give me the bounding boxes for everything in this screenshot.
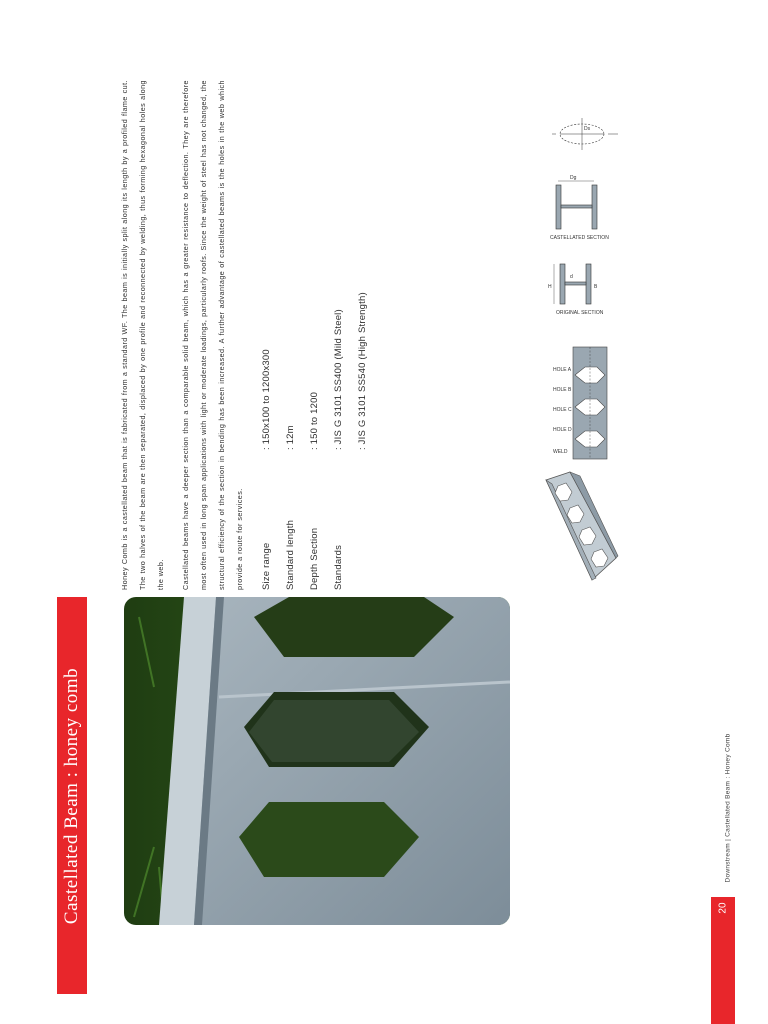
- h-label: H: [548, 284, 552, 290]
- spec-label: Standards: [333, 544, 345, 590]
- spec-value: : 150 to 1200: [309, 391, 321, 450]
- cut-label: HOLE A: [553, 367, 572, 373]
- spec-row: [351, 80, 375, 590]
- cut-label: HOLE C: [553, 407, 572, 413]
- spec-row: [279, 80, 303, 590]
- spec-value: : 150x100 to 1200x300: [261, 349, 273, 450]
- advantages-paragraph: Castellated beams have a deeper section than a comparable solid beam, which has a greater resistance to deflection. They are therefore most often used in long span applications with light or moderate loadings, particularly roofs. Since the weight of steel has not changed, the structural efficiency of the section in bending has been increased. A further advantage of castellated beams is the holes in the web which provide a route for services.: [180, 80, 245, 590]
- spec-label: Size range: [261, 542, 273, 590]
- spec-value: : JIS G 3101 SS400 (Mild Steel): [333, 309, 345, 450]
- page-number-tab: [711, 897, 735, 1024]
- castellated-section-label: CASTELLATED SECTION: [550, 235, 609, 241]
- page-number: 20: [717, 902, 729, 914]
- beam-3d-diagram: [540, 470, 620, 582]
- intro-paragraph: Honey Comb is a castellated beam that is fabricated from a standard WF. The beam is initially split along its length by a profiled flame cut. The two halves of the beam are then separated, displaced by one profile and reconnected by welding, thus forming hexagonal holes along the web.: [120, 80, 166, 590]
- spec-label: Standard length: [285, 519, 297, 590]
- beam-photo-illustration: [124, 597, 510, 925]
- spec-row: [327, 80, 351, 590]
- original-section-label: ORIGINAL SECTION: [556, 310, 604, 316]
- spec-label: [351, 450, 375, 590]
- hole-detail-diagram: [548, 112, 628, 158]
- spec-value: : JIS G 3101 SS540 (High Strength): [357, 292, 369, 450]
- beam-photo: [124, 597, 510, 925]
- running-footer: Downstream | Castellated Beam : Honey Comb: [724, 733, 732, 883]
- cut-label: HOLE B: [553, 387, 572, 393]
- b-label: B: [594, 284, 598, 290]
- original-section-diagram: [546, 258, 616, 318]
- spec-row: [303, 80, 327, 590]
- d-label: d: [570, 274, 573, 280]
- cut-pattern-diagram: [545, 345, 615, 465]
- description-block: [116, 60, 369, 590]
- spec-list: [255, 80, 375, 590]
- spec-row: [255, 80, 279, 590]
- castellated-section-diagram: [546, 175, 626, 243]
- cut-label: HOLE D: [553, 427, 572, 433]
- page-title: Castellated Beam : honey comb: [61, 667, 82, 925]
- ds-label: Ds: [584, 126, 591, 132]
- dg-label: Dg: [570, 175, 577, 181]
- spec-value: : 12m: [285, 425, 297, 450]
- spec-label: Depth Section: [309, 527, 321, 590]
- weld-label: WELD: [553, 449, 568, 455]
